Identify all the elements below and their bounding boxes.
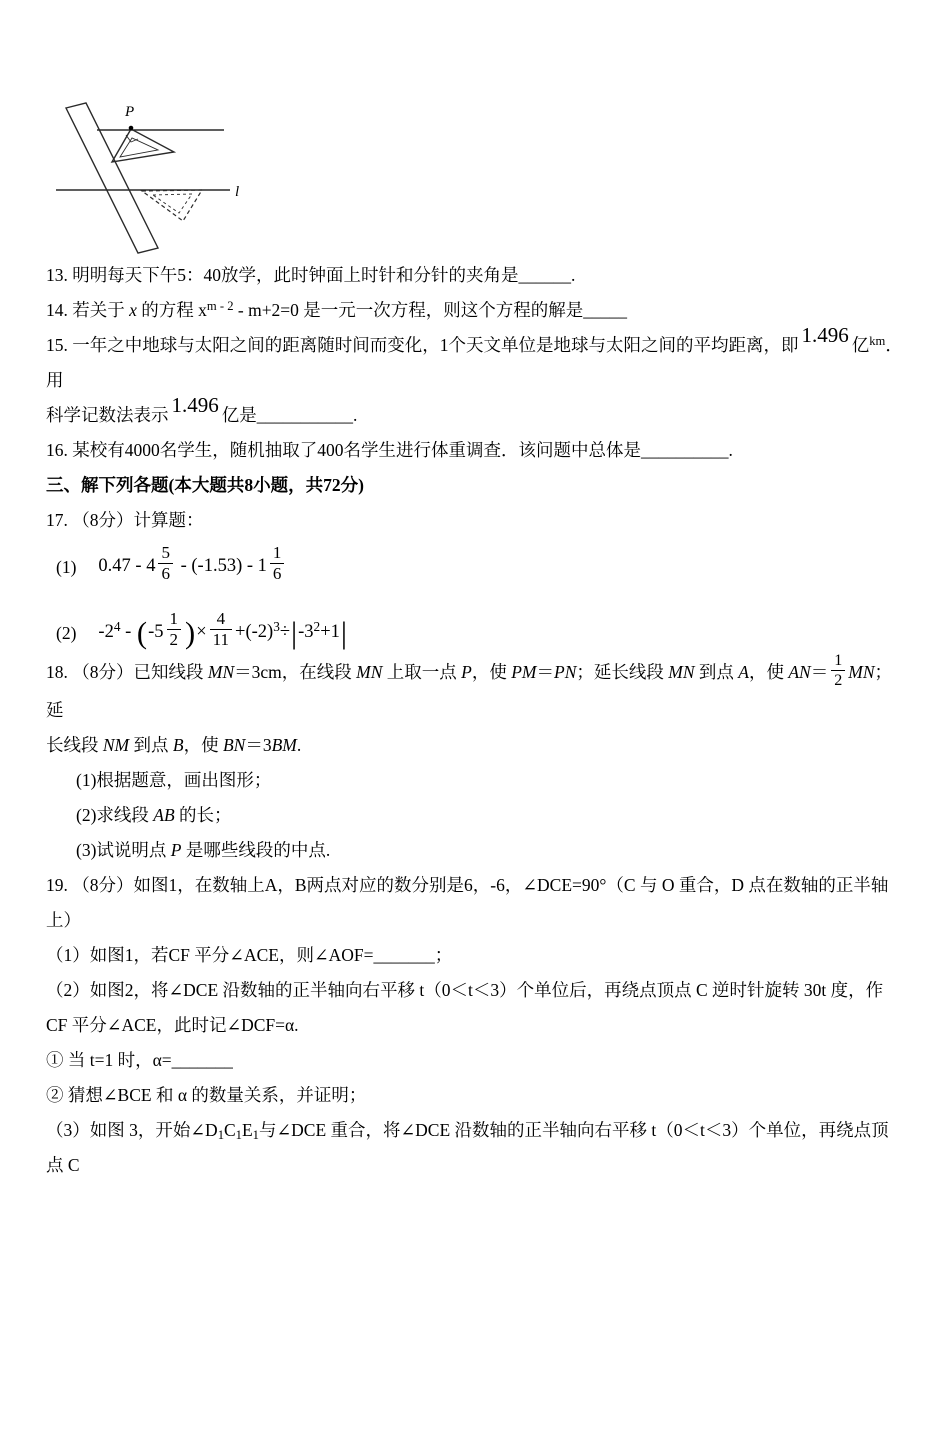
- part1-label: (1): [56, 556, 77, 577]
- question-18-sub3: (3)试说明点 P 是哪些线段的中点.: [76, 840, 331, 861]
- part2-label: (2): [56, 622, 77, 643]
- ruler: [66, 103, 158, 253]
- point-p-label: P: [125, 104, 135, 120]
- section-3-header: 三、解下列各题(本大题共8小题，共72分): [46, 475, 364, 495]
- question-16: 16. 某校有4000名学生，随机抽取了400名学生进行体重调查．该问题中总体是__________.: [46, 440, 733, 460]
- line-l-label: l: [235, 184, 240, 200]
- question-18-line2: 长线段 NM 到点 B，使 BN＝3BM.: [46, 735, 302, 756]
- question-15-line1: 15. 一年之中地球与太阳之间的距离随时间而变化，1个天文单位是地球与太阳之间的平均距离，即 1.496 亿$^{km}$．用: [46, 323, 903, 390]
- part1-expression: 0.47 - 4 $\frac{5}{6}$ - (-1.53) - 1 $\frac{1}{6}$: [98, 556, 287, 576]
- question-13: 13. 明明每天下午5：40放学，此时钟面上时针和分针的夹角是______.: [46, 265, 576, 285]
- question-15-line2: 科学记数法表示 1.496 亿是___________.: [46, 393, 358, 425]
- question-14: 14. 若关于 x 的方程 $x^{m - 2} - m+2=0$ 是一元一次方程，则这个方程的解是_____: [46, 299, 628, 320]
- question-19-part2-sub2: ② 猜想∠BCE 和 α 的数量关系，并证明；: [46, 1085, 367, 1106]
- figure-canvas: [52, 100, 312, 258]
- question-19-part2-sub1: ① 当 t=1 时，α=_______: [46, 1050, 233, 1071]
- point-p-dot: [129, 126, 134, 131]
- question-19-part3: （3）如图 3，开始$\angle D_1C_1E_1$与∠DCE 重合，将∠DCE 沿数轴的正半轴向右平移 t（0＜t＜3）个单位，再绕点顶点 C: [46, 1120, 889, 1176]
- question-18-sub1: (1)根据题意，画出图形；: [76, 770, 272, 791]
- part2-expression: $-2^4 - (-5$ $\frac{1}{2}$ )× $\frac{4}{11}$ $+(-2)^3\div|-3^2+1|$: [98, 608, 347, 650]
- question-17-part2: [46, 608, 906, 654]
- question-19-intro: 19. （8分）如图1，在数轴上A，B两点对应的数分别是6，-6，∠DCE=90°（C 与 O 重合，D 点在数轴的正半轴上）: [46, 875, 889, 931]
- exam-document: [0, 100, 950, 1183]
- question-17-part1: [46, 543, 906, 588]
- question-19-part2: （2）如图2，将∠DCE 沿数轴的正半轴向右平移 t（0＜t＜3）个单位后，再绕点顶点 C 逆时针旋转 30t 度，作 CF 平分∠ACE，此时记∠DCF=α.: [46, 980, 884, 1036]
- question-17: 17. （8分）计算题：: [46, 510, 204, 530]
- question-19-part1: （1）如图1，若CF 平分∠ACE，则∠AOF=_______；: [46, 945, 453, 966]
- question-18-line1: 18. （8分）已知线段 MN＝3cm，在线段 MN 上取一点 P，使 PM＝PN；延长线段 MN 到点 A，使 AN＝ $\frac{1}{2}$ MN；延: [46, 651, 892, 721]
- question-18-sub2: (2)求线段 AB 的长；: [76, 805, 232, 826]
- geometry-figure: [52, 100, 906, 258]
